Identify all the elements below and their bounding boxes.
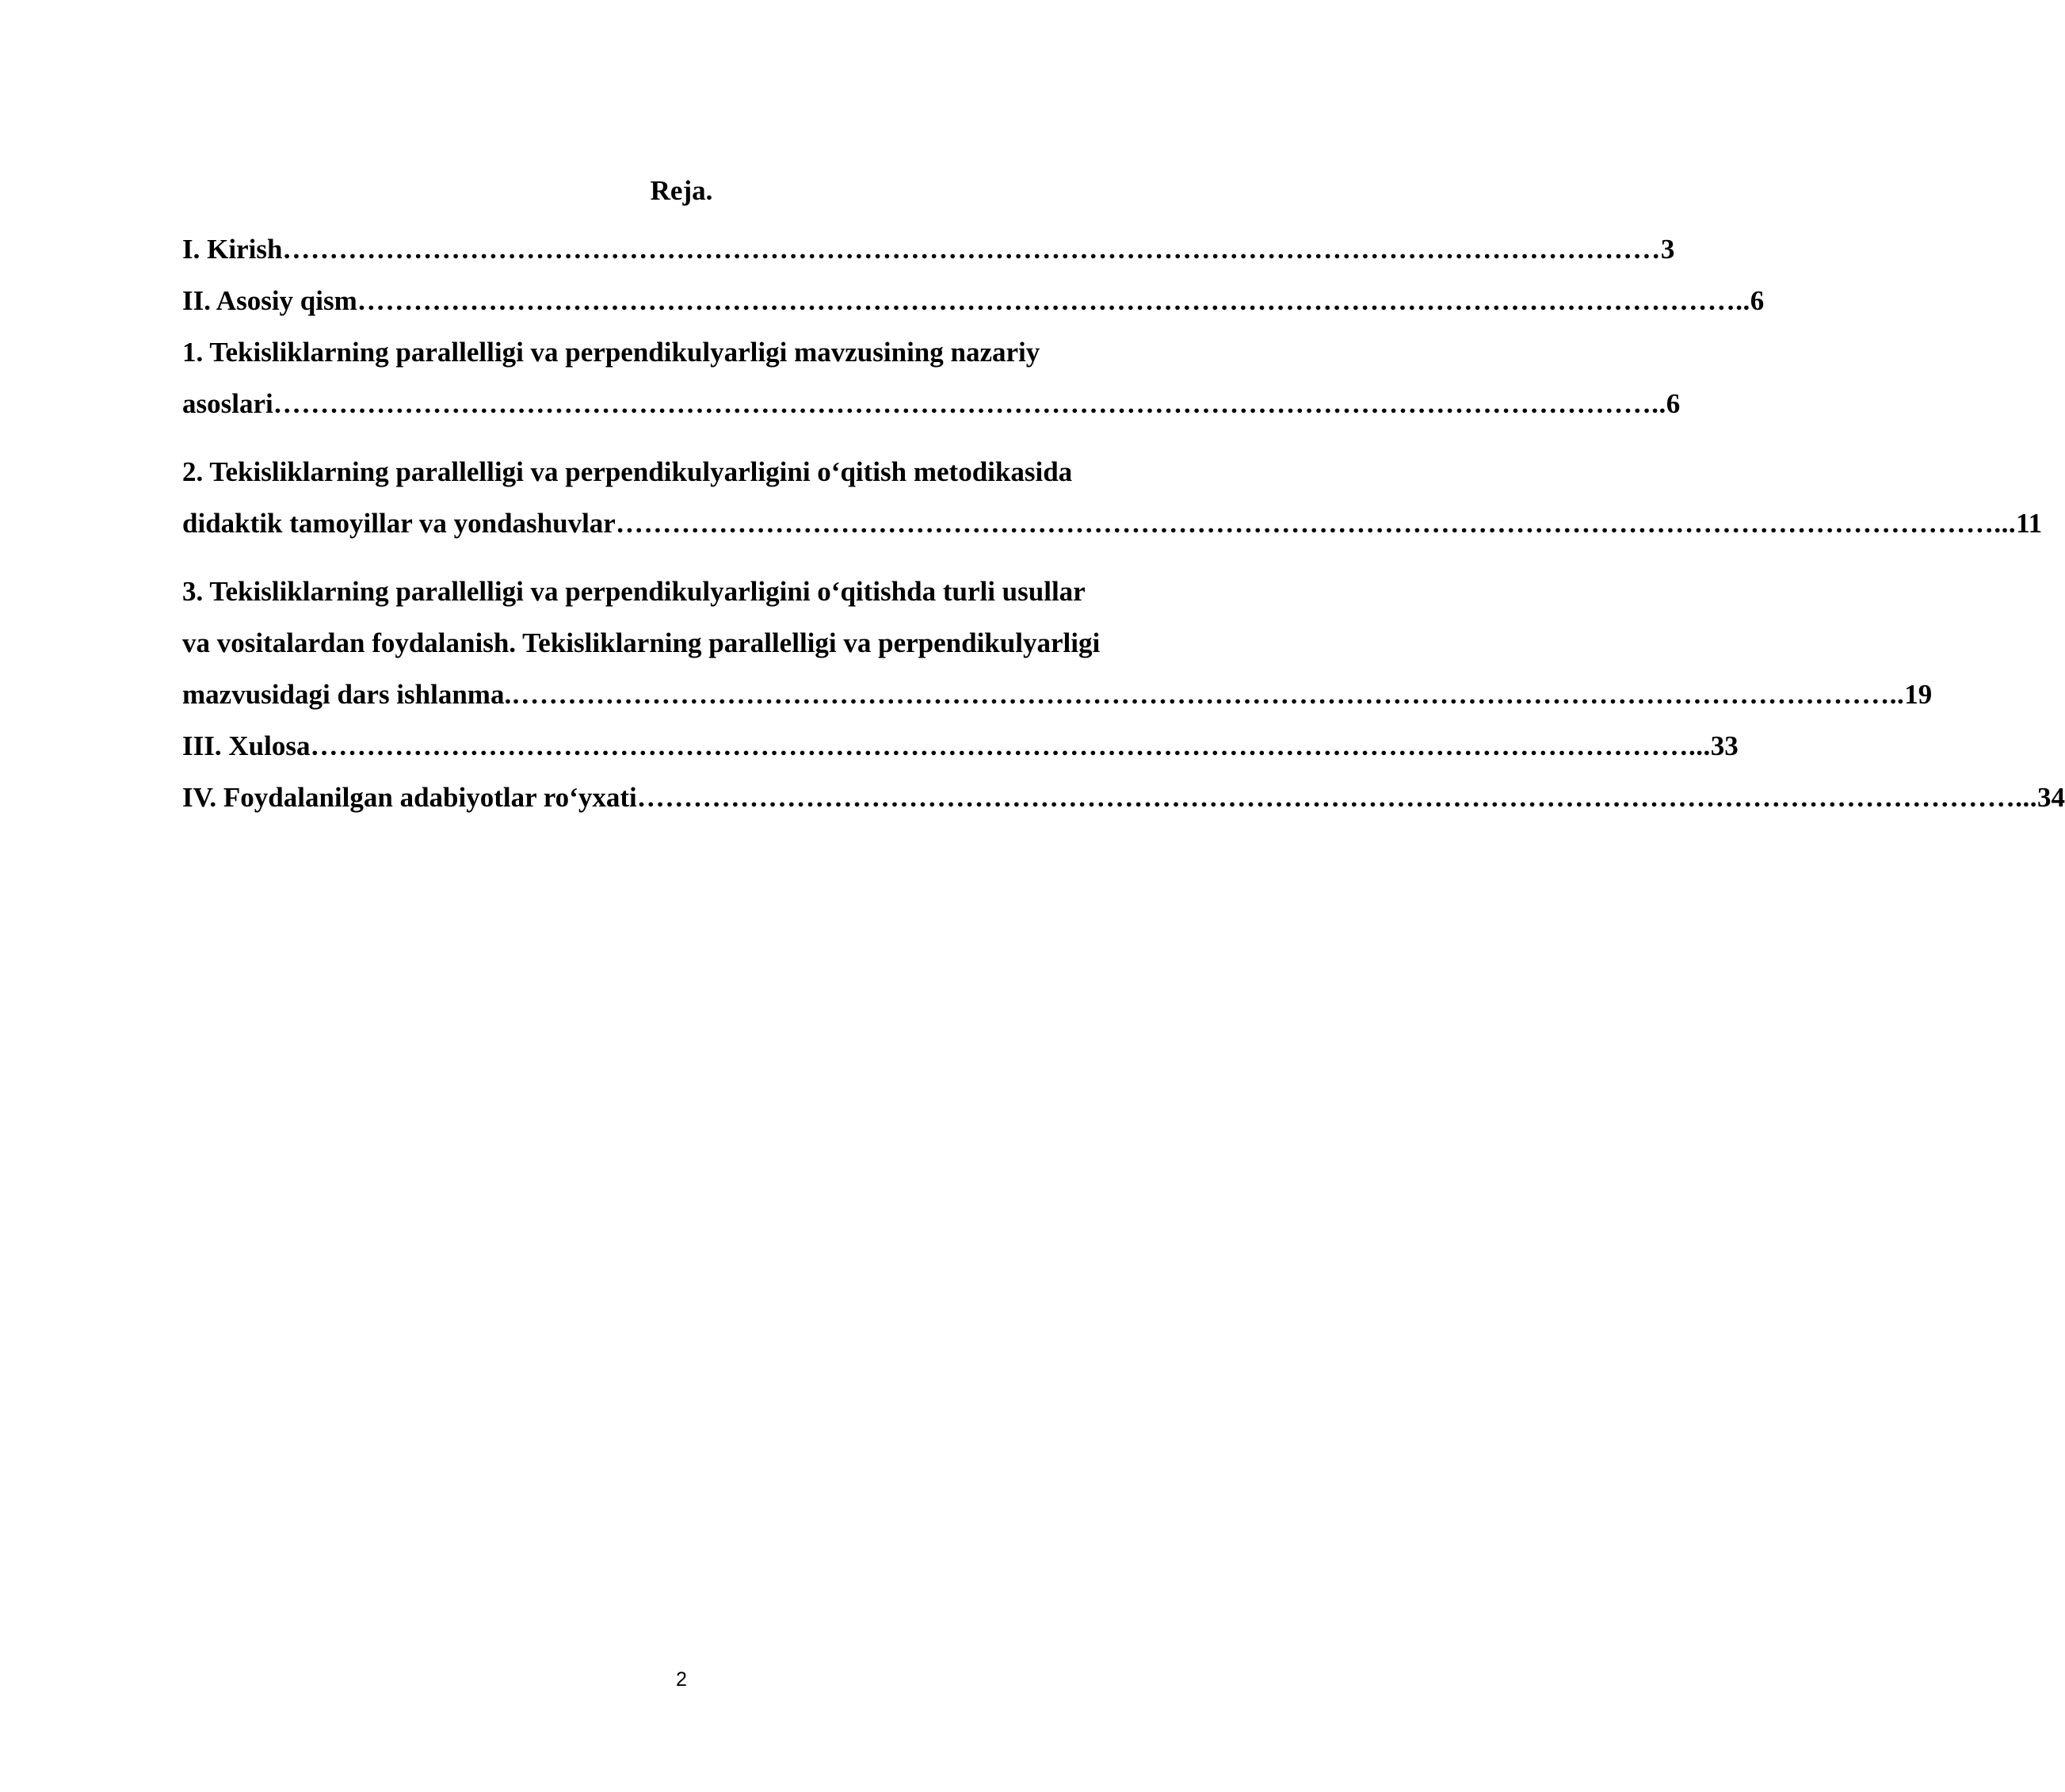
toc-entry-line	[182, 669, 1933, 720]
toc-entry-text: II. Asosiy qism	[182, 285, 357, 316]
table-of-contents	[182, 223, 2065, 823]
toc-entry-text: mazvusidagi dars ishlanma.	[182, 679, 512, 710]
toc-entry-line	[182, 378, 1681, 429]
toc-page-number: 6	[1666, 388, 1681, 419]
toc-page-number: 11	[2016, 508, 2043, 539]
toc-entry-text: va vositalardan foydalanish. Tekisliklarning parallelligi va perpendikulyarligi	[182, 627, 1101, 658]
toc-page-number: 3	[1660, 234, 1675, 265]
toc-entry-line	[182, 275, 1765, 326]
toc-leader-dots: …………………………………………………………………………………………………………………………………...	[636, 782, 2037, 813]
toc-title: Reja.	[650, 175, 713, 206]
toc-page-number: 34	[2036, 782, 2065, 813]
toc-entry-text: 3. Tekisliklarning parallelligi va perpendikulyarligini o‘qitishda turli usullar	[182, 576, 1086, 607]
toc-page-number: 19	[1904, 679, 1933, 710]
toc-leader-dots: …………………………………………………………………………………………………………………………………...	[615, 508, 2017, 539]
toc-entry-section-1	[182, 326, 1681, 429]
toc-entry-line	[182, 772, 2065, 823]
toc-entry-section-3	[182, 566, 1933, 720]
toc-entry-text: IV. Foydalanilgan adabiyotlar ro‘yxati	[182, 782, 637, 813]
toc-leader-dots: …………………………………………………………………………………………………………………………………...	[310, 730, 1711, 761]
toc-entry-line	[182, 498, 2043, 549]
toc-entry-text: didaktik tamoyillar va yondashuvlar	[182, 508, 616, 539]
toc-leader-dots: …………………………………………………………………………………………………………………………………..	[273, 388, 1666, 419]
toc-leader-dots: …………………………………………………………………………………………………………………………………	[282, 234, 1661, 265]
toc-entry-text: III. Xulosa	[182, 730, 311, 761]
toc-entry-conclusion	[182, 720, 1739, 772]
toc-leader-dots: …………………………………………………………………………………………………………………………………..	[511, 679, 1905, 710]
toc-entry-main-part	[182, 275, 1765, 326]
toc-entry-text: asoslari	[182, 388, 273, 419]
toc-entry-text: 2. Tekisliklarning parallelligi va perpendikulyarligini o‘qitish metodikasida	[182, 456, 1073, 487]
toc-leader-dots: …………………………………………………………………………………………………………………………………..	[357, 285, 1750, 316]
toc-entry-line	[182, 720, 1739, 772]
toc-entry-text: I. Kirish	[182, 234, 283, 265]
toc-entry-references	[182, 772, 2065, 823]
toc-entry-line	[182, 223, 1675, 275]
toc-page-number: 6	[1750, 285, 1765, 316]
page-number: 2	[676, 1668, 687, 1691]
toc-entry-section-2	[182, 446, 2043, 549]
toc-entry-text: 1. Tekisliklarning parallelligi va perpendikulyarligi mavzusining nazariy	[182, 337, 1040, 368]
toc-entry-introduction	[182, 223, 1675, 275]
toc-page-number: 33	[1710, 730, 1739, 761]
